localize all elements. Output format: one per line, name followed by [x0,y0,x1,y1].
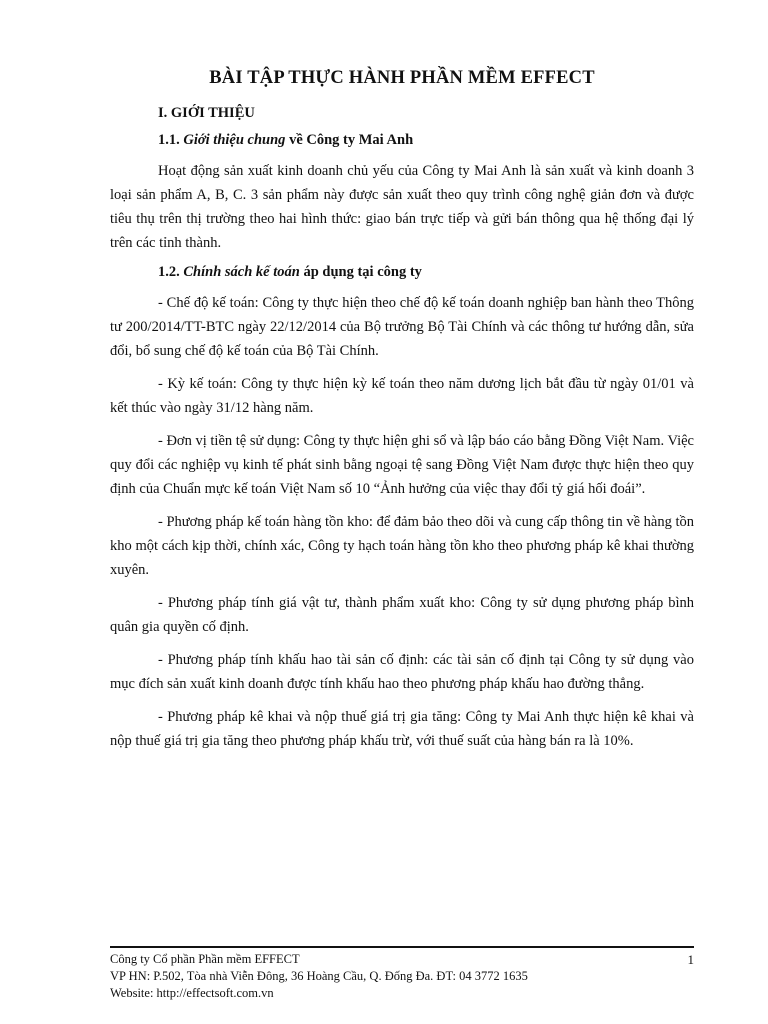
policy-depreciation-method: - Phương pháp tính khấu hao tài sản cố định: các tài sản cố định tại Công ty sử dụng vào mục đích sản xuất kinh doanh được tính khấu hao theo phương pháp khấu hao đường thẳng. [110,652,694,692]
policy-accounting-period: - Kỳ kế toán: Công ty thực hiện kỳ kế toán theo năm dương lịch bắt đầu từ ngày 01/01 và kết thúc vào ngày 31/12 hàng năm. [110,376,694,416]
document-body [110,68,694,762]
footer-company-name: Công ty Cổ phần Phần mềm EFFECT [110,952,300,966]
subsection-heading-prefix: 1.1. [158,132,184,148]
section-heading-introduction: I. GIỚI THIỆU [158,105,255,121]
footer-address: VP HN: P.502, Tòa nhà Viễn Đông, 36 Hoàng Cầu, Q. Đống Đa. ĐT: 04 3772 1635 [110,969,528,983]
subsection-heading-italic: Chính sách kế toán [183,264,300,280]
policy-currency-unit: - Đơn vị tiền tệ sử dụng: Công ty thực hiện ghi sổ và lập báo cáo bằng Đồng Việt Nam. Việc quy đổi các nghiệp vụ kinh tế phát sinh bằng ngoại tệ sang Đồng Việt Nam được thực hiện theo quy định của Chuẩn mực kế toán Việt Nam số 10 “Ảnh hưởng của việc thay đổi tỷ giá hối đoái”. [110,433,694,497]
subsection-heading-accounting-policy [158,264,694,281]
footer-website: Website: http://effectsoft.com.vn [110,986,274,1000]
policy-inventory-method: - Phương pháp kế toán hàng tồn kho: để đảm bảo theo dõi và cung cấp thông tin về hàng tồn kho một cách kịp thời, chính xác, Công ty hạch toán hàng tồn kho theo phương pháp kê khai thường xuyên. [110,514,694,578]
policy-vat-method: - Phương pháp kê khai và nộp thuế giá trị gia tăng: Công ty Mai Anh thực hiện kê khai và nộp thuế giá trị gia tăng theo phương pháp khấu trừ, với thuế suất của hàng bán ra là 10%. [110,709,694,749]
page-footer [110,946,694,1002]
policy-accounting-regime: - Chế độ kế toán: Công ty thực hiện theo chế độ kế toán doanh nghiệp ban hành theo Thông tư 200/2014/TT-BTC ngày 22/12/2014 của Bộ trưởng Bộ Tài Chính và các thông tư hướng dẫn, sửa đổi, bổ sung chế độ kế toán của Bộ Tài Chính. [110,295,694,359]
policy-cost-pricing-method: - Phương pháp tính giá vật tư, thành phẩm xuất kho: Công ty sử dụng phương pháp bình quân gia quyền cố định. [110,595,694,635]
subsection-heading-suffix: về Công ty Mai Anh [285,132,414,148]
subsection-heading-company-overview [158,132,694,149]
subsection-heading-prefix: 1.2. [158,264,184,280]
subsection-heading-suffix: áp dụng tại công ty [299,264,422,280]
page-number: 1 [687,952,694,967]
subsection-heading-italic: Giới thiệu chung [183,132,286,148]
document-title: BÀI TẬP THỰC HÀNH PHẦN MỀM EFFECT [209,68,595,88]
company-overview-paragraph: Hoạt động sản xuất kinh doanh chủ yếu của Công ty Mai Anh là sản xuất và kinh doanh 3 loại sản phẩm A, B, C. 3 sản phẩm này được sản xuất theo quy trình công nghệ giản đơn và được tiêu thụ trên thị trường theo hai hình thức: giao bán trực tiếp và gửi bán thông qua hệ thống đại lý trên các tỉnh thành. [110,163,694,251]
